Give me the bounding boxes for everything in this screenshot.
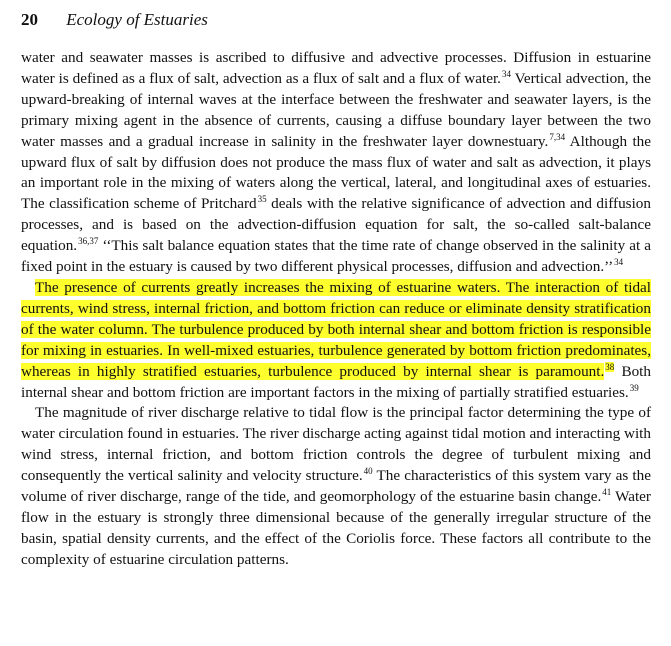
text-run: The magnitude of river discharge relative to tidal flow is the principal factor determining the type of water circulation found in estuaries. The river discharge acting against tidal motion and interacting with wind stress, internal friction, and bottom friction controls the degree of turbulent mixing and consequently the vertical salinity and velocity structure. xyxy=(21,404,651,485)
text-run: Although the upward flux of salt by diffusion does not produce the mass flux of water and salt as advection, it plays an important role in the mixing of waters along the vertical, lateral, and longitudinal axes of estuaries. The classification scheme of Pritchard xyxy=(21,132,651,213)
reference-superscript: 34 xyxy=(501,68,511,79)
reference-superscript: 38 xyxy=(605,361,615,372)
reference-superscript: 41 xyxy=(602,487,612,498)
paragraph-currents-mixing xyxy=(21,278,651,403)
reference-superscript: 35 xyxy=(257,194,267,205)
paragraph-river-discharge xyxy=(21,403,651,570)
paragraph-diffusion-advection xyxy=(21,48,651,278)
highlighted-text-run: The presence of currents greatly increases the mixing of estuarine waters. The interaction of tidal currents, wind stress, internal friction, and bottom friction can reduce or eliminate density stratification of the water column. The turbulence produced by both internal shear and bottom friction is responsible for mixing in estuaries. In well-mixed estuaries, turbulence generated by bottom friction predominates, whereas in highly stratified estuaries, turbulence produced by internal shear is paramount. xyxy=(21,278,651,380)
reference-superscript: 34 xyxy=(614,257,624,268)
text-run: water and seawater masses is ascribed to diffusive and advective processes. Diffusion in estuarine water is defined as a flux of salt, advection as a flux of salt and a flux of water. xyxy=(21,49,651,87)
text-run: Both internal shear and bottom friction are important factors in the mixing of partially stratified estuaries. xyxy=(21,362,651,401)
text-run: deals with the relative significance of advection and diffusion processes, and is based on the advection-diffusion equation for salt, the so-called salt-balance equation. xyxy=(21,195,651,255)
reference-superscript: 7,34 xyxy=(549,131,566,142)
page-header xyxy=(21,10,208,32)
reference-superscript: 40 xyxy=(363,466,373,477)
text-run: ‘‘This salt balance equation states that the time rate of change observed in the salinity at a fixed point in the estuary is caused by two different physical processes, diffusion and advection.’’ xyxy=(21,237,651,276)
body-text xyxy=(21,48,651,571)
reference-superscript: 36,37 xyxy=(78,236,99,247)
running-title: Ecology of Estuaries xyxy=(66,10,208,29)
text-run: Vertical advection, the upward-breaking of internal waves at the interface between the freshwater and seawater layers, is the primary mixing agent in the absence of currents, causing a diffuse boundary layer between the two water masses and a gradual increase in salinity in the freshwater layer downestuary. xyxy=(21,69,651,150)
text-run: Water flow in the estuary is strongly three dimensional because of the generally irregular structure of the basin, spatial density currents, and the effect of the Coriolis force. These factors all contribute to the complexity of estuarine circulation patterns. xyxy=(21,488,651,568)
reference-superscript: 39 xyxy=(629,382,639,393)
text-run: The characteristics of this system vary as the volume of river discharge, range of the tide, and geomorphology of the estuarine basin change. xyxy=(21,467,651,506)
page-number: 20 xyxy=(21,10,38,29)
